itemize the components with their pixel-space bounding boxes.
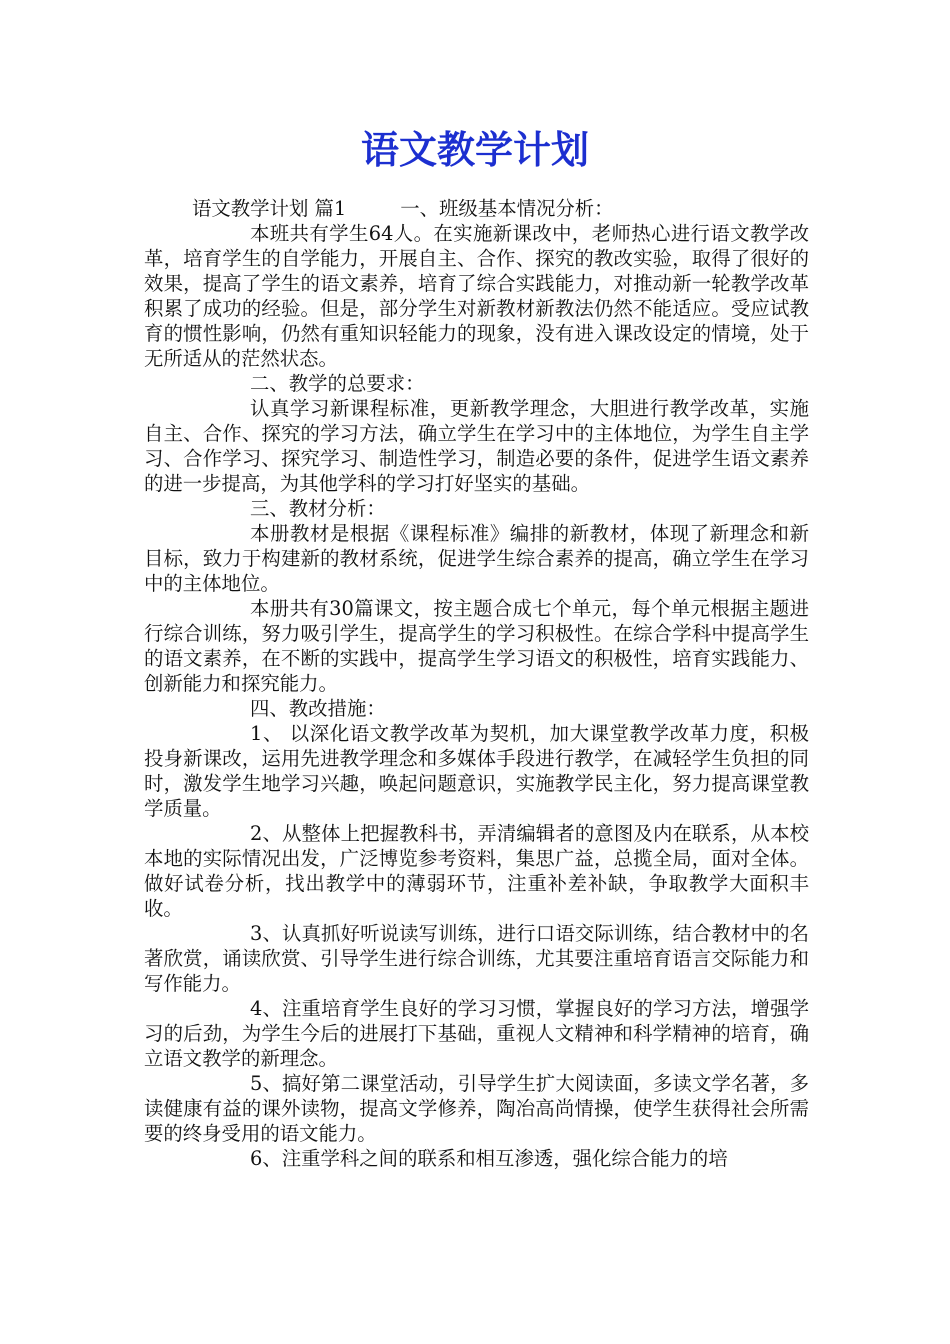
measure-item-1: 1、 以深化语文教学改革为契机，加大课堂教学改革力度，积极投身新课改，运用先进教学理念和多媒体手段进行教学，在减轻学生负担的同时，激发学生地学习兴趣，唤起问题意识，实施教学民主化，努力提高课堂教学质量。 (144, 722, 809, 820)
measure-item-3: 3、认真抓好听说读写训练，进行口语交际训练，结合教材中的名著欣赏，诵读欣赏、引导学生进行综合训练，尤其要注重培育语言交际能力和写作能力。 (144, 922, 809, 995)
document-body (144, 196, 809, 1171)
paragraph-class-analysis: 本班共有学生64人。在实施新课改中，老师热心进行语文教学改革，培育学生的自学能力，开展自主、合作、探究的教改实验，取得了很好的效果，提高了学生的语文素养，培育了综合实践能力，对推动新一轮教学改革积累了成功的经验。但是，部分学生对新教材新教法仍然不能适应。受应试教育的惯性影响，仍然有重知识轻能力的现象，没有进入课改设定的情境，处于无所适从的茫然状态。 (144, 222, 809, 370)
measure-item-5: 5、搞好第二课堂活动，引导学生扩大阅读面，多读文学名著，多读健康有益的课外读物，提高文学修养，陶冶高尚情操，使学生获得社会所需要的终身受用的语文能力。 (144, 1072, 809, 1145)
paragraph-textbook-2: 本册共有30篇课文，按主题合成七个单元，每个单元根据主题进行综合训练，努力吸引学生，提高学生的学习积极性。在综合学科中提高学生的语文素养，在不断的实践中，提高学生学习语文的积极性，培育实践能力、创新能力和探究能力。 (144, 597, 809, 695)
intro-line (144, 196, 809, 221)
measure-item-2: 2、从整体上把握教科书，弄清编辑者的意图及内在联系，从本校本地的实际情况出发，广泛博览参考资料，集思广益，总揽全局，面对全体。做好试卷分析，找出教学中的薄弱环节，注重补差补缺，争取教学大面积丰收。 (144, 822, 809, 920)
paragraph-requirements: 认真学习新课程标准，更新教学理念，大胆进行教学改革，实施自主、合作、探究的学习方法，确立学生在学习中的主体地位，为学生自主学习、合作学习、探究学习、制造性学习，制造必要的条件，促进学生语文素养的进一步提高，为其他学科的学习打好坚实的基础。 (144, 397, 809, 495)
measure-item-4: 4、注重培育学生良好的学习习惯，掌握良好的学习方法，增强学习的后劲，为学生今后的进展打下基础，重视人文精神和科学精神的培育，确立语文教学的新理念。 (144, 997, 809, 1070)
section-heading-requirements: 二、教学的总要求： (250, 372, 425, 395)
plan-subtitle: 语文教学计划 篇1 (192, 197, 347, 220)
section-heading-measures: 四、教改措施： (250, 697, 386, 720)
measure-item-6: 6、注重学科之间的联系和相互渗透，强化综合能力的培 (250, 1147, 728, 1170)
paragraph-textbook-1: 本册教材是根据《课程标准》编排的新教材，体现了新理念和新目标，致力于构建新的教材系统，促进学生综合素养的提高，确立学生在学习中的主体地位。 (144, 522, 809, 595)
section-heading-textbook: 三、教材分析： (250, 497, 386, 520)
section-heading-class-analysis: 一、班级基本情况分析： (400, 197, 614, 220)
document-title: 语文教学计划 (360, 127, 589, 172)
